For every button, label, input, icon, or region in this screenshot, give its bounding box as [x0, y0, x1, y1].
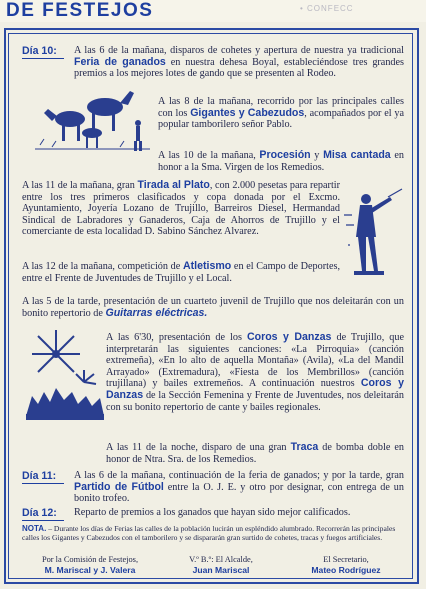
day-10-paragraph-6: A las 5 de la tarde, presentación de un cuarteto juvenil de Trujillo que nos deleitarán con un bonito repertorio de Guitarras eléctricas. [22, 296, 404, 319]
day-10-paragraph-3: A las 10 de la mañana, Procesión y Misa cantada en honor a la Sma. Virgen de los Remedios. [158, 149, 404, 173]
cattle-herd-illustration [30, 83, 156, 155]
day-12-underline [22, 520, 64, 521]
fireworks-illustration [26, 326, 104, 422]
clay-shooter-illustration [340, 185, 406, 281]
day-10-paragraph-1: A las 6 de la mañana, disparos de cohetes y apertura de nuestra ya tradicional Feria de ganados en nuestra dehesa Boyal, estableciéndose tres grandes premios a los mejores lotes de gando que se presenten al Rodeo. [74, 45, 404, 80]
day-12-text: Reparto de premios a los ganados que hayan sido mejor calificados. [74, 507, 351, 518]
day-11-label: Día 11: [22, 470, 57, 482]
nota-label: NOTA. [22, 524, 47, 533]
day-10-paragraph-2: A las 8 de la mañana, recorrido por las principales calles con los Gigantes y Cabezudos, acompañados por el ya popular tamborilero señor Pablo. [158, 96, 404, 131]
signature-mayor: V.º B.º: El Alcalde, Juan Mariscal [189, 555, 253, 575]
signature-commission: Por la Comisión de Festejos, M. Mariscal y J. Valera [41, 555, 139, 575]
day-10-paragraph-8: A las 11 de la noche, disparo de una gran Traca de bomba doble en honor de Ntra. Sra. de los Remedios. [106, 441, 404, 465]
day-10-paragraph-4: A las 11 de la mañana, gran Tirada al Plato, con 2.000 pesetas para repartir entre los tres primeros clasificados y copa donada por el Excmo. Ayuntamiento, Joyería Lozano de Trujillo, Barreiros Diesel, Hermandad Sindical de Labradores y Ganaderos, Caja de Ahorros de Trujillo y el comerciante de esta localidad D. Sabino Sánchez Alvarez. [22, 179, 340, 238]
day-10-paragraph-5: A las 12 de la mañana, competición de Atletismo en el Campo de Deportes, entre el Frente de Juventudes de Trujillo y el Local. [22, 260, 340, 284]
day-12-label: Día 12: [22, 507, 57, 519]
day-10-label: Día 10: [22, 45, 57, 57]
page-title: DE FESTEJOS [6, 0, 154, 21]
nota-paragraph: NOTA. – Durante los días de Ferias las calles de la población lucirán un espléndido alumbrado. Recorrerán las principales calles los Gigantes y Cabezudos con el tamborilero y se dispararán gran surtido de cohetes, tracas y fuegos artificiales. [22, 524, 396, 542]
day-11-text: A las 6 de la mañana, continuación de la feria de ganados; y por la tarde, gran Partido de Fútbol entre la O. J. E. y otro por designar, con entrega de un bonito trofeo. [74, 470, 404, 505]
bleed-through-text: • CONFECC [300, 4, 354, 13]
day-11-underline [22, 483, 64, 484]
day-10-paragraph-7: A las 6'30, presentación de los Coros y Danzas de Trujillo, que interpretarán las siguientes canciones: «La Pirroquia» (canción extremeña), «En lo alto de aquella Montaña» (Avila), «La del Mandil Arrayado» (Extremadura), «Fiesta de los Membrillos» (canción trujillana) y bailes extremeños. A continuación nuestros Coros y Danzas de la Sección Femenina y Frente de Juventudes, nos deleitarán con su bonito repertorio de cante y bailes regionales. [106, 331, 404, 413]
day-10-underline [22, 58, 64, 59]
signature-secretary: El Secretario, Mateo Rodríguez [311, 555, 381, 575]
